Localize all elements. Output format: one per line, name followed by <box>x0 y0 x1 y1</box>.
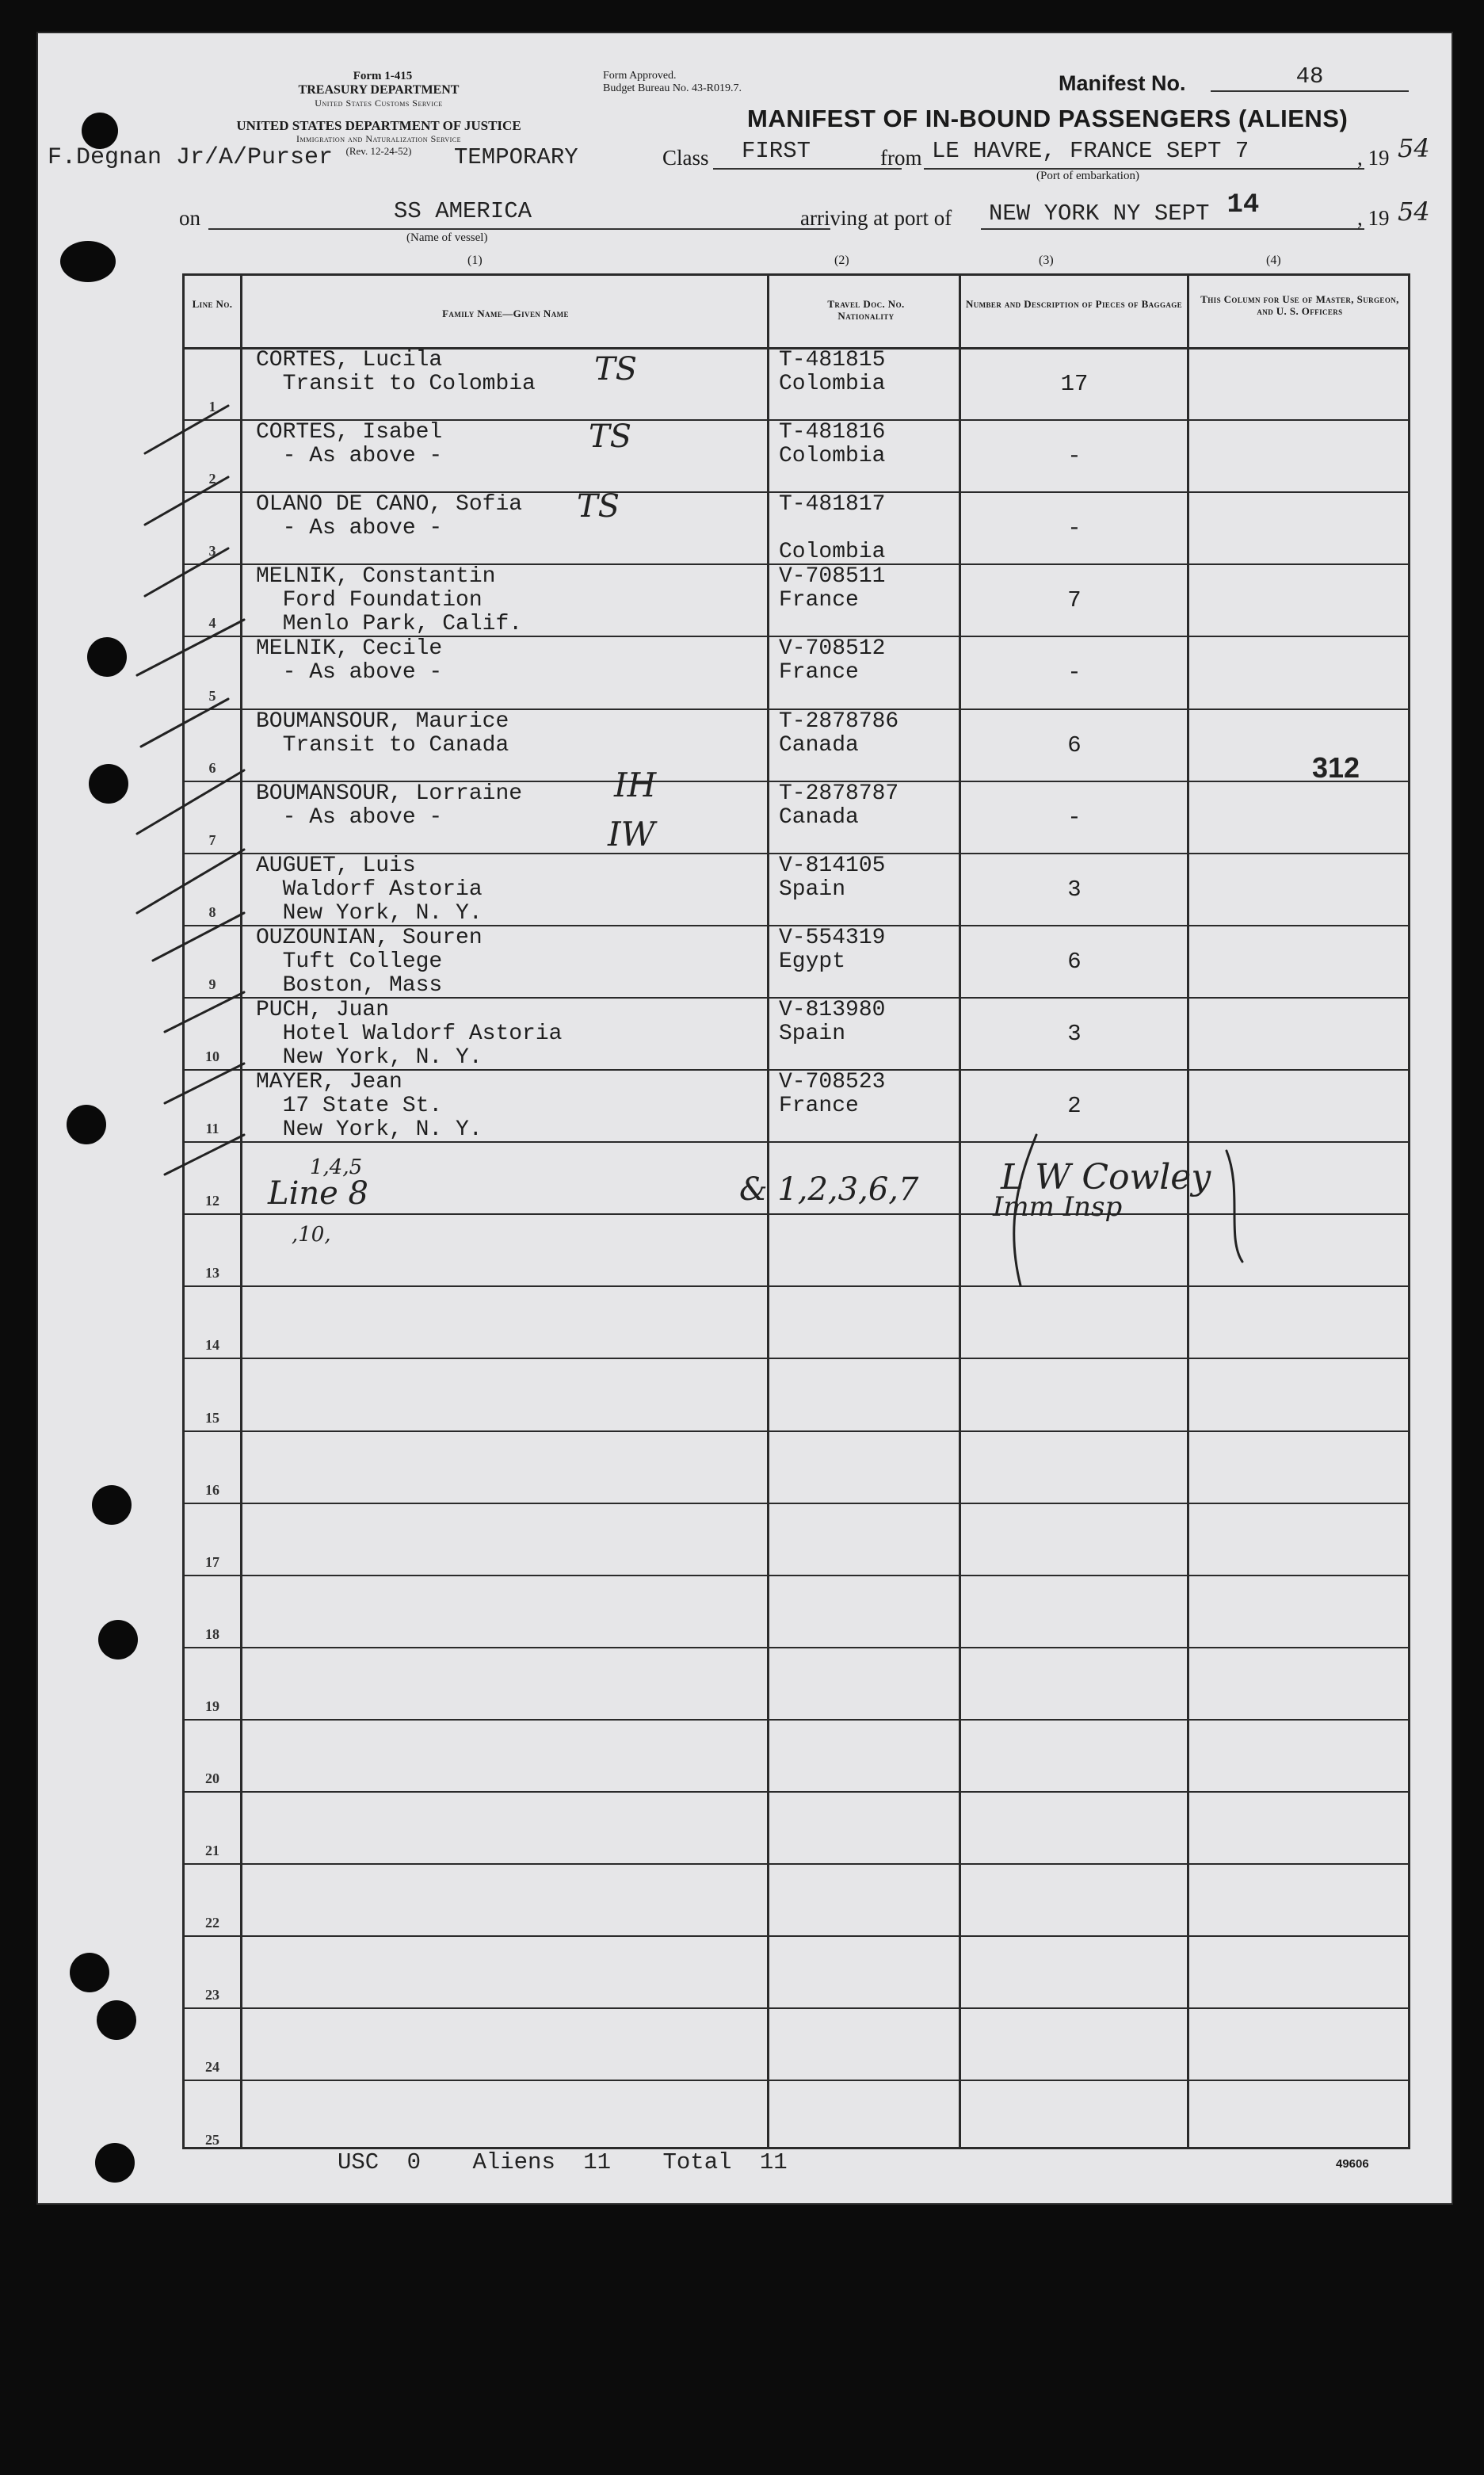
col3-number: (3) <box>1039 254 1054 267</box>
travel-doc: V-708511 France <box>779 564 886 613</box>
handwritten-line-list: & 1,2,3,6,7 <box>739 1171 919 1208</box>
total-count: 11 <box>759 2149 788 2175</box>
form-revision: (Rev. 12-24-52) <box>345 145 412 157</box>
travel-doc: V-708512 France <box>779 636 886 686</box>
passenger-name: PUCH, Juan Hotel Waldorf Astoria New York, N. Y. <box>256 997 563 1070</box>
travel-doc: T-2878787 Canada <box>779 781 899 830</box>
passenger-name: CORTES, Lucila Transit to Colombia <box>256 348 536 396</box>
punch-hole <box>92 1485 132 1525</box>
line-number: 25 <box>205 2131 219 2148</box>
arrival-port: NEW YORK NY SEPT <box>989 201 1210 227</box>
col2-number: (2) <box>834 254 849 267</box>
manifest-number-field <box>1211 63 1409 92</box>
year-prefix: , 19 <box>1357 146 1390 170</box>
row-divider <box>185 1575 1408 1576</box>
budget-bureau: Budget Bureau No. 43-R019.7. <box>603 82 742 94</box>
row-divider <box>185 1503 1408 1504</box>
passenger-name: MELNIK, Cecile - As above - <box>256 636 443 686</box>
line-number: 4 <box>208 615 216 632</box>
aliens-label: Aliens <box>472 2149 555 2175</box>
row-divider <box>185 1430 1408 1432</box>
arrival-field <box>981 190 1364 230</box>
punch-hole <box>97 2000 136 2040</box>
line-number: 15 <box>205 1409 219 1426</box>
class-field <box>713 138 902 170</box>
aliens-count: 11 <box>583 2149 612 2175</box>
line-number: 21 <box>205 1843 219 1859</box>
line-number: 1 <box>208 399 216 415</box>
row-divider <box>185 1863 1408 1865</box>
class-value: FIRST <box>742 138 811 164</box>
baggage-count: 3 <box>1067 876 1082 903</box>
ins-service: Immigration and Naturalization Service <box>296 133 461 144</box>
line-number: 2 <box>208 471 216 487</box>
col4-number: (4) <box>1266 254 1281 267</box>
row-divider <box>185 1719 1408 1721</box>
travel-doc: V-708523 France <box>779 1070 886 1118</box>
baggage-count: - <box>1067 659 1082 686</box>
punch-hole <box>89 764 128 804</box>
col1-number: (1) <box>467 254 483 267</box>
from-field <box>924 138 1364 170</box>
row-divider <box>185 1935 1408 1937</box>
punch-hole <box>87 637 127 677</box>
usc-count: 0 <box>406 2149 422 2175</box>
punch-hole <box>98 1620 138 1660</box>
punch-hole <box>60 241 116 282</box>
header-baggage: Number and Description of Pieces of Baggage <box>965 298 1183 310</box>
from-label: from <box>880 146 922 170</box>
vessel-name: SS AMERICA <box>394 198 532 224</box>
year-prefix-2: , 19 <box>1357 206 1390 230</box>
line-number: 3 <box>208 543 216 560</box>
line-number: 9 <box>208 976 216 992</box>
handwritten-lines-ref: 1,4,5 <box>310 1155 363 1179</box>
usc-label: USC <box>338 2149 380 2175</box>
passenger-name: OUZOUNIAN, Souren Tuft College Boston, Mass <box>256 925 483 998</box>
arrival-day: 14 <box>1226 190 1260 220</box>
travel-doc: T-481817 Colombia <box>779 492 886 565</box>
passenger-name: AUGUET, Luis Waldorf Astoria New York, N. Y. <box>256 853 483 926</box>
header-travel-doc: Travel Doc. No. Nationality <box>827 298 905 322</box>
baggage-count: 17 <box>1060 371 1089 397</box>
row-divider <box>185 1647 1408 1648</box>
customs-service: United States Customs Service <box>315 97 443 109</box>
passenger-name: BOUMANSOUR, Lorraine - As above - <box>256 781 523 830</box>
line-number: 14 <box>205 1337 219 1354</box>
signature-flourish <box>989 1127 1290 1301</box>
punch-hole <box>67 1105 106 1144</box>
passenger-name: MELNIK, Constantin Ford Foundation Menlo Park, Calif. <box>256 564 523 637</box>
line-number: 20 <box>205 1770 219 1786</box>
line-number: 7 <box>208 831 216 848</box>
line-number: 16 <box>205 1481 219 1498</box>
passenger-name: BOUMANSOUR, Maurice Transit to Canada <box>256 709 509 758</box>
year-arrive: 54 <box>1398 197 1430 227</box>
handwritten-ten: ,10, <box>292 1223 331 1247</box>
header-officers: This Column for Use of Master, Surgeon, and U. S. Officers <box>1200 293 1399 317</box>
officer-note: 312 <box>1312 751 1360 784</box>
line-number: 10 <box>205 1048 219 1064</box>
baggage-count: 6 <box>1067 948 1082 975</box>
year-embark: 54 <box>1398 133 1430 163</box>
inspector-signature: L W Cowley <box>1001 1157 1211 1197</box>
line-number: 12 <box>205 1193 219 1209</box>
handwritten-initials: TS <box>594 351 638 388</box>
totals-footer <box>338 2149 788 2175</box>
port-embark-caption: (Port of embarkation) <box>1036 170 1139 182</box>
header-name: Family Name—Given Name <box>442 307 569 319</box>
baggage-count: 2 <box>1067 1093 1082 1119</box>
handwritten-initials: IW <box>608 815 655 854</box>
baggage-count: 3 <box>1067 1020 1082 1047</box>
travel-doc: T-481816 Colombia <box>779 420 886 469</box>
manifest-label: Manifest No. <box>1059 71 1186 95</box>
total-label: Total <box>662 2149 732 2175</box>
passenger-name: CORTES, Isabel - As above - <box>256 420 443 469</box>
passenger-name: OLANO DE CANO, Sofia - As above - <box>256 492 523 541</box>
header-line-no: Line No. <box>192 298 233 310</box>
line-number: 8 <box>208 903 216 920</box>
row-divider <box>185 2007 1408 2009</box>
manifest-number: 48 <box>1295 63 1324 90</box>
passenger-name: MAYER, Jean 17 State St. New York, N. Y. <box>256 1070 483 1142</box>
inspector-title: Imm Insp <box>993 1191 1123 1223</box>
form-number: Form 1-415 <box>353 70 413 82</box>
temporary-label: TEMPORARY <box>454 144 578 170</box>
baggage-count: - <box>1067 443 1082 470</box>
line-number: 5 <box>208 687 216 704</box>
travel-doc: V-813980 Spain <box>779 997 886 1046</box>
line-number: 23 <box>205 1987 219 2003</box>
handwritten-initials: IH <box>614 766 657 804</box>
travel-doc: T-481815 Colombia <box>779 348 886 396</box>
baggage-count: 7 <box>1067 587 1082 614</box>
line-number: 6 <box>208 759 216 776</box>
travel-doc: T-2878786 Canada <box>779 709 899 758</box>
punch-hole <box>70 1953 109 1992</box>
form-approved: Form Approved. <box>603 70 677 82</box>
line-number: 13 <box>205 1265 219 1281</box>
port-of-embarkation: LE HAVRE, FRANCE SEPT 7 <box>932 138 1249 164</box>
on-label: on <box>179 206 200 230</box>
travel-doc: V-814105 Spain <box>779 853 886 902</box>
handwritten-initials: TS <box>589 418 632 455</box>
check-marks <box>133 358 307 1190</box>
punch-hole <box>95 2143 135 2183</box>
vessel-caption: (Name of vessel) <box>406 231 488 244</box>
handwritten-line-word: Line 8 <box>268 1175 368 1212</box>
vessel-field <box>208 198 830 230</box>
manifest-title: MANIFEST OF IN-BOUND PASSENGERS (ALIENS) <box>747 105 1349 132</box>
line-number: 24 <box>205 2059 219 2076</box>
manifest-sheet <box>38 33 1452 2203</box>
justice-dept: UNITED STATES DEPARTMENT OF JUSTICE <box>236 118 521 133</box>
baggage-count: 6 <box>1067 731 1082 758</box>
line-number: 11 <box>205 1121 219 1137</box>
arriving-label: arriving at port of <box>800 206 952 230</box>
class-label: Class <box>662 146 709 170</box>
row-divider <box>185 1791 1408 1793</box>
handwritten-initials: TS <box>577 488 620 525</box>
row-divider <box>185 2080 1408 2081</box>
row-divider <box>185 1358 1408 1359</box>
baggage-count: - <box>1067 804 1082 831</box>
line-number: 18 <box>205 1625 219 1642</box>
line-number: 22 <box>205 1915 219 1931</box>
line-number: 17 <box>205 1553 219 1570</box>
line-number: 19 <box>205 1698 219 1714</box>
purser-name: F.Degnan Jr/A/Purser <box>48 144 334 171</box>
treasury-dept: TREASURY DEPARTMENT <box>298 83 460 97</box>
baggage-count: - <box>1067 515 1082 542</box>
form-code: 49606 <box>1336 2157 1369 2171</box>
travel-doc: V-554319 Egypt <box>779 925 886 974</box>
